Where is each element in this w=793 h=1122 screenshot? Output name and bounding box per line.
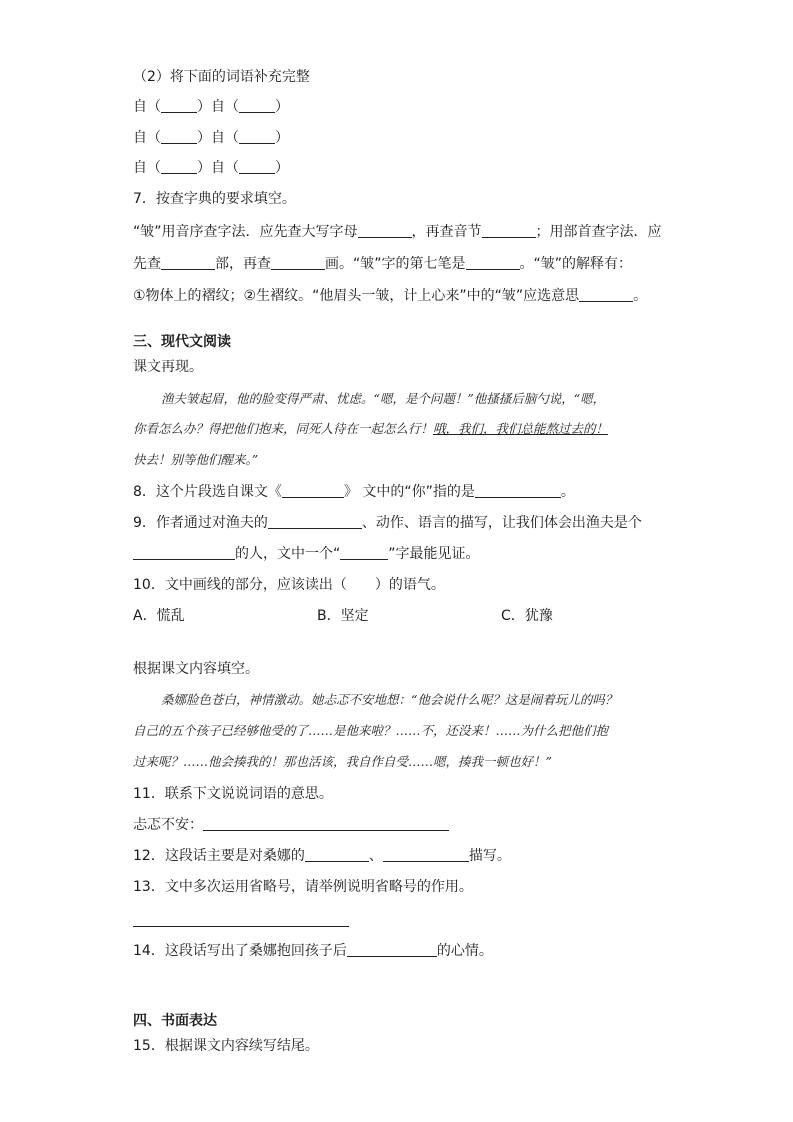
q12-text: 12．这段话主要是对桑娜的 bbox=[133, 848, 305, 864]
section-3-intro-2: 根据课文内容填空。 bbox=[133, 661, 259, 677]
q10-option-a[interactable]: A．慌乱 bbox=[133, 608, 185, 624]
idiom-blank[interactable] bbox=[239, 159, 275, 174]
q7-blank-seventh-stroke[interactable] bbox=[466, 255, 520, 270]
q14-text: 14．这段话写出了桑娜抱回孩子后 bbox=[133, 943, 347, 959]
q11-word: 忐忑不安： bbox=[133, 817, 203, 833]
q12-text: 、 bbox=[368, 848, 383, 864]
q10-stem: 10．文中画线的部分，应该读出（ ）的语气。 bbox=[133, 577, 445, 593]
q7-text: ①物体上的褶纹；②生褶纹。“他眉头一皱，计上心来”中的“皱”应选意思 bbox=[133, 288, 580, 304]
idiom-end: ） bbox=[275, 160, 289, 176]
idiom-row-3 bbox=[133, 158, 289, 178]
passage-1-line-1: 渔夫皱起眉，他的脸变得严肃、忧虑。“嗯，是个问题！”他搔搔后脑勺说，“嗯， bbox=[161, 391, 606, 406]
q10-option-c[interactable]: C．犹豫 bbox=[501, 608, 553, 624]
q9-line-1 bbox=[133, 513, 642, 533]
passage-1-line-3: 快去！别等他们醒来。” bbox=[133, 452, 259, 467]
q8-blank-you[interactable] bbox=[475, 483, 561, 498]
q7-text: “皱”用音序查字法．应先查大写字母 bbox=[133, 224, 358, 240]
idiom-blank[interactable] bbox=[161, 98, 197, 113]
idiom-prefix: 自（ bbox=[133, 160, 161, 176]
q13-stem: 13．文中多次运用省略号，请举例说明省略号的作用。 bbox=[133, 879, 473, 895]
idiom-mid: ）自（ bbox=[197, 99, 239, 115]
passage-2-line-3: 过来呢？……他会揍我的！那也活该，我自作自受……嗯，揍我一顿也好！” bbox=[133, 754, 552, 769]
idiom-blank[interactable] bbox=[239, 129, 275, 144]
q7-text: 画。“皱”字的第七笔是 bbox=[325, 256, 466, 272]
idiom-prefix: 自（ bbox=[133, 130, 161, 146]
q15: 15．根据课文内容续写结尾。 bbox=[133, 1038, 319, 1054]
q7-line-1 bbox=[133, 222, 662, 242]
passage-2-line-1: 桑娜脸色苍白，神情激动。她忐忑不安地想：“他会说什么呢？这是闹着玩儿的吗？ bbox=[161, 692, 618, 707]
q6-2-title: （2）将下面的词语补充完整 bbox=[133, 69, 310, 85]
idiom-row-1 bbox=[133, 97, 289, 117]
q8-text: 8．这个片段选自课文《 bbox=[133, 484, 282, 500]
q9-text: 、动作、语言的描写，让我们体会出渔夫是个 bbox=[361, 515, 642, 531]
q7-text: ；用部首查字法．应 bbox=[535, 224, 662, 240]
q14 bbox=[133, 941, 493, 961]
q7-blank-radical[interactable] bbox=[161, 255, 215, 270]
idiom-mid: ）自（ bbox=[197, 160, 239, 176]
underlined-passage: 哦，我们，我们总能熬过去的！ bbox=[433, 421, 609, 436]
q12-blank-1[interactable] bbox=[305, 847, 369, 862]
q8-text: 。 bbox=[560, 484, 575, 500]
q13-answer-line[interactable] bbox=[133, 926, 349, 927]
q9-blank-1[interactable] bbox=[268, 514, 362, 529]
q7-blank-meaning[interactable] bbox=[579, 287, 633, 302]
q7-text: 先查 bbox=[133, 256, 161, 272]
q7-line-3 bbox=[133, 286, 647, 306]
q7-title: 7．按查字典的要求填空。 bbox=[133, 191, 296, 207]
q7-line-2 bbox=[133, 254, 632, 274]
idiom-mid: ）自（ bbox=[197, 130, 239, 146]
q8-blank-title[interactable] bbox=[282, 483, 344, 498]
q8-text: 》 文中的“你”指的是 bbox=[343, 484, 475, 500]
idiom-prefix: 自（ bbox=[133, 99, 161, 115]
idiom-blank[interactable] bbox=[161, 129, 197, 144]
q10-option-b[interactable]: B．坚定 bbox=[317, 608, 369, 624]
q12-blank-2[interactable] bbox=[383, 847, 469, 862]
section-3-heading: 三、现代文阅读 bbox=[133, 334, 231, 350]
q9-text: 的人，文中一个“ bbox=[235, 546, 341, 562]
idiom-end: ） bbox=[275, 99, 289, 115]
q7-text: 。 bbox=[633, 288, 648, 304]
q11-blank[interactable] bbox=[203, 816, 449, 831]
q12 bbox=[133, 846, 511, 866]
q7-text: 部，再查 bbox=[215, 256, 271, 272]
q8 bbox=[133, 482, 575, 502]
q9-text: ”字最能见证。 bbox=[388, 546, 480, 562]
idiom-blank[interactable] bbox=[239, 98, 275, 113]
q9-blank-3[interactable] bbox=[340, 545, 388, 560]
idiom-row-2 bbox=[133, 128, 289, 148]
q9-text: 9．作者通过对渔夫的 bbox=[133, 515, 268, 531]
q14-blank[interactable] bbox=[347, 942, 437, 957]
q9-line-2 bbox=[133, 544, 480, 564]
idiom-end: ） bbox=[275, 130, 289, 146]
q14-text: 的心情。 bbox=[436, 943, 493, 959]
q7-blank-strokes[interactable] bbox=[271, 255, 325, 270]
passage-text: 你看怎么办？得把他们抱来，同死人待在一起怎么行！ bbox=[133, 421, 434, 436]
q7-text: 。“皱”的解释有： bbox=[519, 256, 633, 272]
q12-text: 描写。 bbox=[468, 848, 511, 864]
passage-2-line-2: 自己的五个孩子已经够他受的了……是他来啦？……不，还没来！……为什么把他们抱 bbox=[133, 723, 609, 738]
q7-blank-syllable[interactable] bbox=[482, 223, 536, 238]
passage-1-line-2 bbox=[133, 419, 608, 439]
q7-blank-letter[interactable] bbox=[358, 223, 412, 238]
section-4-heading: 四、书面表达 bbox=[133, 1013, 217, 1029]
q7-text: ，再查音节 bbox=[411, 224, 482, 240]
q9-blank-2[interactable] bbox=[133, 545, 235, 560]
q11-answer bbox=[133, 815, 449, 835]
idiom-blank[interactable] bbox=[161, 159, 197, 174]
q11-stem: 11．联系下文说说词语的意思。 bbox=[133, 786, 333, 802]
section-3-intro: 课文再现。 bbox=[133, 359, 203, 375]
